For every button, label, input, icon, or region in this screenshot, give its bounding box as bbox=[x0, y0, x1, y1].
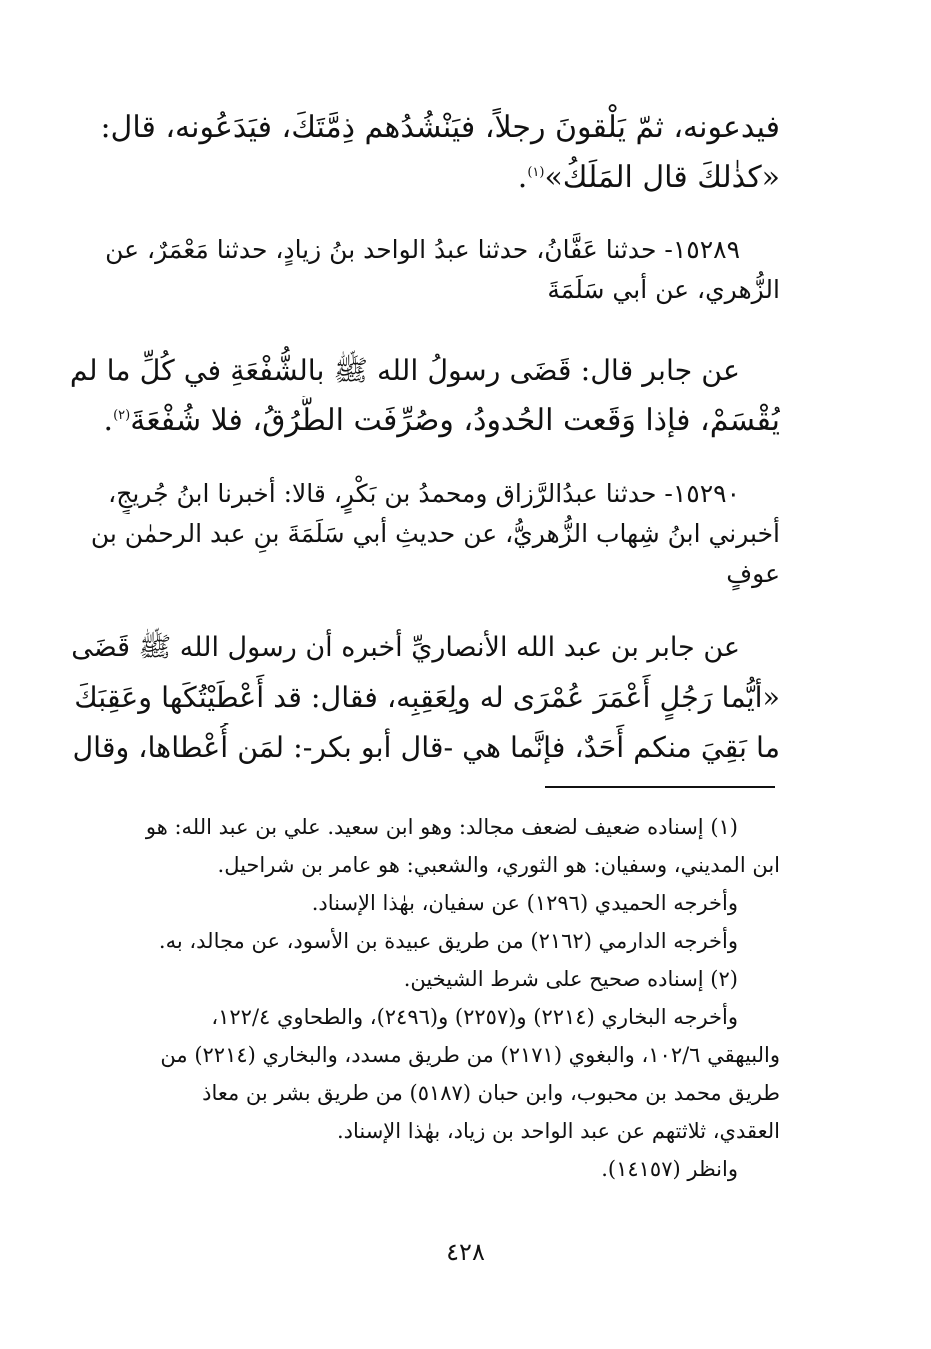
text-line: ١٥٢٨٩- حدثنا عَفَّانُ، حدثنا عبدُ الواحد بنُ زيادٍ، حدثنا مَعْمَرٌ، عن bbox=[105, 235, 740, 264]
text-line bbox=[70, 153, 780, 203]
footnote-ref: (١) bbox=[527, 165, 545, 180]
footnote-line: (٢) إسناده صحيح على شرط الشيخين. bbox=[403, 967, 738, 991]
text-line: عن جابر بن عبد الله الأنصاريِّ أخبره أن رسول الله ﷺ قَضَى bbox=[71, 632, 740, 663]
hadith-text-continuation bbox=[70, 103, 780, 203]
hadith-matn-15289 bbox=[70, 346, 780, 446]
text-line: عن جابر قال: قَضَى رسولُ الله ﷺ بالشُّفْعَةِ في كُلِّ ما لم bbox=[70, 354, 740, 387]
text-line-content: يُقْسَمْ، فإذا وَقَعت الحُدودُ، وصُرِّفَت الطُّرُقُ، فلا شُفْعَةَ bbox=[130, 403, 780, 438]
footnote-line: العقدي، ثلاثتهم عن عبد الواحد بن زياد، بهٰذا الإسناد. bbox=[336, 1119, 780, 1143]
footnote-line: وأخرجه البخاري (٢٢١٤) و(٢٢٥٧) و(٢٤٩٦)، والطحاوي ١٢٢/٤، bbox=[211, 1005, 738, 1029]
text-line: فيدعونه، ثمّ يَلْقونَ رجلاً، فيَنْشُدُهم ذِمَّتَكَ، فيَدَعُونه، قال: bbox=[100, 110, 780, 145]
footnote-line: وأخرجه الدارمي (٢١٦٢) من طريق عبيدة بن الأسود، عن مجالد، به. bbox=[158, 929, 738, 953]
footnote-line: طريق محمد بن محبوب، وابن حبان (٥١٨٧) من طريق بشر بن معاذ bbox=[202, 1081, 780, 1105]
text-line: الزُّهري، عن أبي سَلَمَةَ bbox=[547, 275, 780, 304]
text-line bbox=[70, 396, 780, 446]
text-line: عوفٍ bbox=[726, 559, 780, 588]
text-line: «أيُّما رَجُلٍ أَعْمَرَ عُمْرَى له ولِعَقِبِه، فقال: قد أَعْطَيْتُكَها وعَقِبَكَ bbox=[74, 681, 780, 714]
text-line: ١٥٢٩٠- حدثنا عبدُالرَّزاق ومحمدُ بن بَكْرٍ، قالا: أخبرنا ابنُ جُريجٍ، bbox=[108, 479, 740, 508]
line-end-punct: . bbox=[517, 160, 528, 195]
footnote-ref: (٢) bbox=[113, 408, 131, 423]
text-line: أخبرني ابنُ شِهاب الزُّهريُّ، عن حديثِ أبي سَلَمَةَ بنِ عبد الرحمٰن بن bbox=[90, 519, 780, 548]
footnote-line: ابن المديني، وسفيان: هو الثوري، والشعبي: هو عامر بن شراحيل. bbox=[217, 853, 780, 877]
footnote-line: وأخرجه الحميدي (١٢٩٦) عن سفيان، بهٰذا الإسناد. bbox=[311, 891, 738, 915]
isnad-15289 bbox=[70, 230, 780, 310]
footnote-line: والبيهقي ١٠٢/٦، والبغوي (٢١٧١) من طريق مسدد، والبخاري (٢٢١٤) من bbox=[160, 1043, 780, 1067]
footnotes bbox=[70, 808, 780, 1188]
footnote-line: (١) إسناده ضعيف لضعف مجالد: وهو ابن سعيد. علي بن عبد الله: هو bbox=[145, 815, 738, 839]
footnote-separator bbox=[545, 786, 775, 788]
text-line-content: «كذٰلكَ قال المَلَكُ» bbox=[544, 160, 780, 195]
isnad-15290 bbox=[70, 474, 780, 594]
hadith-matn-15290 bbox=[70, 623, 780, 773]
text-line: ما بَقِيَ منكم أَحَدٌ، فإنَّما هي -قال أبو بكر-: لمَن أُعْطاها، وقال bbox=[72, 731, 780, 764]
page-number: ٤٢٨ bbox=[446, 1238, 485, 1266]
line-end-punct: . bbox=[103, 403, 114, 438]
footnote-line: وانظر (١٤١٥٧). bbox=[601, 1157, 738, 1181]
